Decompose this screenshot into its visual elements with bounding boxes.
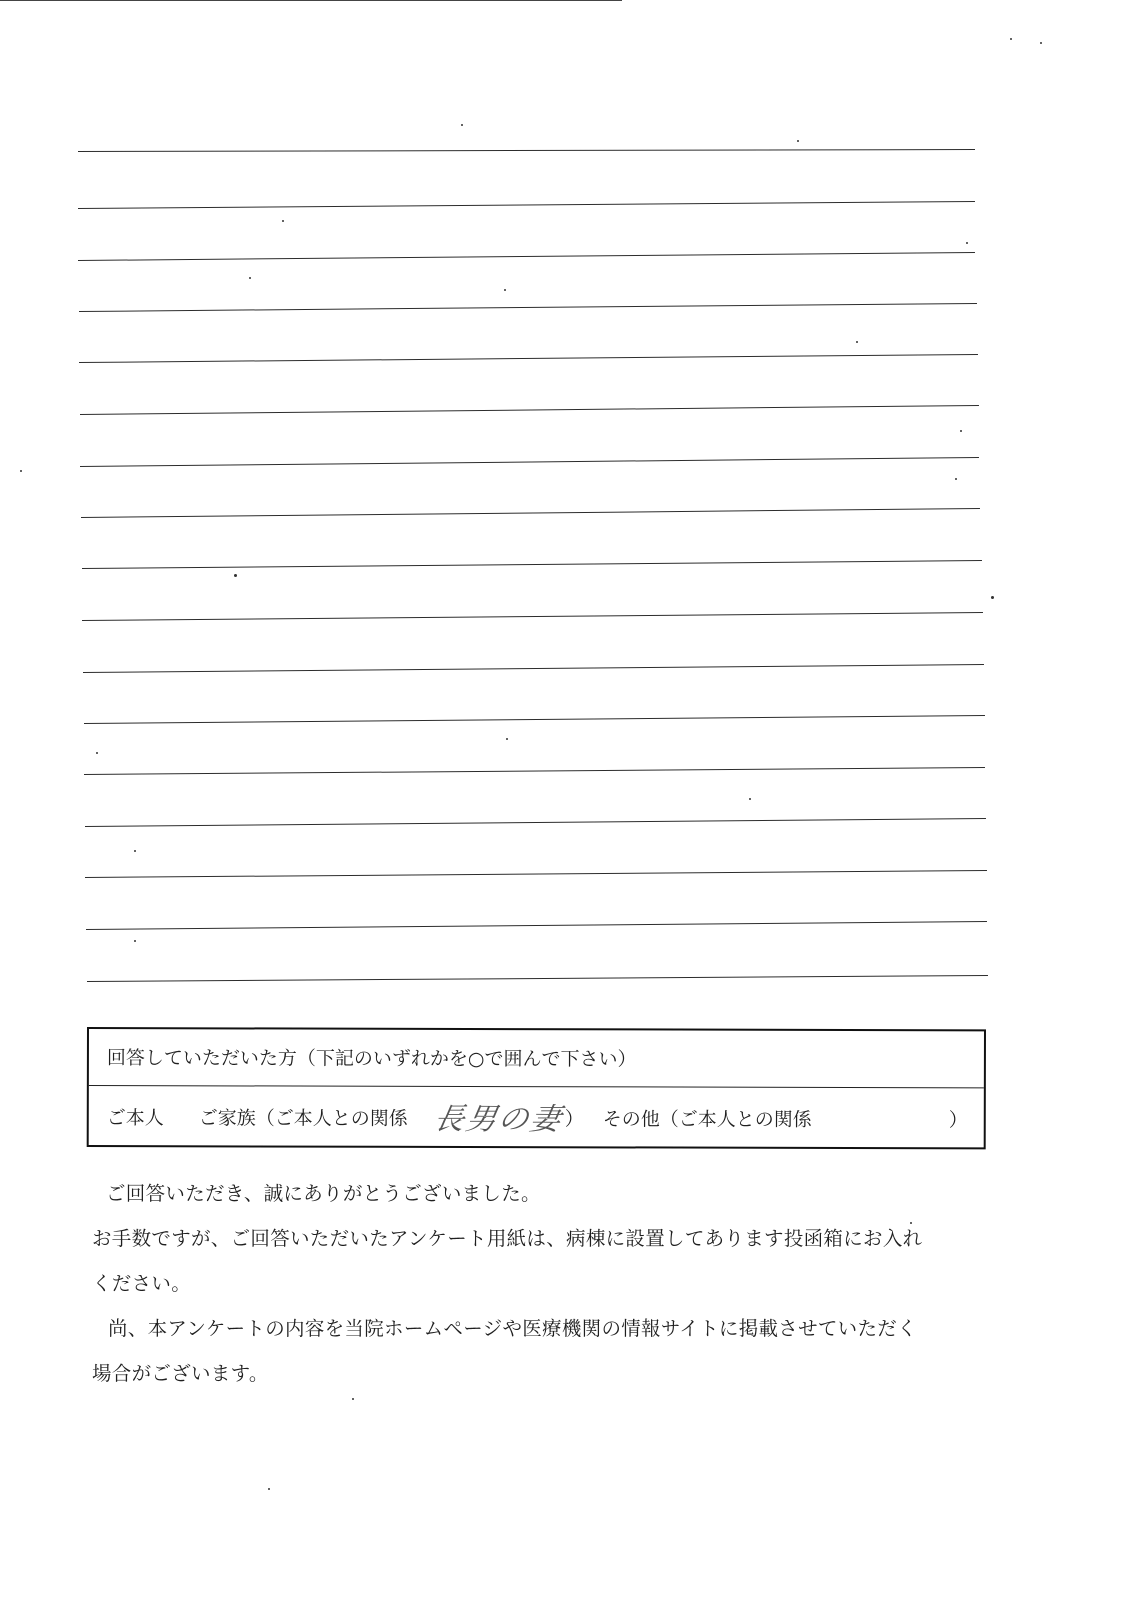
scan-speck — [352, 1398, 354, 1400]
note-instructions: お手数ですが、ご回答いただいたアンケート用紙は、病棟に設置してあります投函箱にお入れ — [92, 1227, 923, 1250]
scan-speck — [282, 220, 284, 222]
note-publication-cont: 場合がございます。 — [92, 1362, 269, 1385]
scan-speck — [960, 430, 962, 432]
scan-speck — [1010, 38, 1012, 40]
respondent-box-divider — [89, 1085, 984, 1088]
scan-speck — [749, 798, 751, 800]
option-other[interactable]: その他（ご本人との関係 — [602, 1108, 812, 1131]
scan-speck — [966, 242, 968, 244]
option-family[interactable]: ご家族（ご本人との関係 — [198, 1107, 408, 1130]
respondent-box — [87, 1027, 986, 1149]
option-other-close: ） — [948, 1109, 968, 1132]
ruled-line — [79, 354, 978, 363]
ruled-line — [87, 975, 988, 982]
scan-speck — [20, 470, 22, 472]
scan-speck — [268, 1488, 270, 1490]
scan-speck — [856, 341, 858, 343]
ruled-line — [78, 201, 975, 209]
scan-speck — [134, 850, 136, 852]
ruled-line — [85, 870, 987, 878]
ruled-line — [80, 457, 979, 467]
ruled-line — [79, 303, 977, 312]
handwritten-relationship: 長男の妻 — [431, 1101, 566, 1138]
scan-speck — [506, 738, 508, 740]
option-self[interactable]: ご本人 — [106, 1107, 164, 1130]
scan-speck — [96, 752, 98, 754]
note-instructions-cont: ください。 — [92, 1272, 192, 1295]
ruled-line — [85, 818, 986, 827]
ruled-line — [82, 612, 983, 621]
option-family-close: ） — [564, 1108, 584, 1131]
ruled-line — [78, 252, 975, 261]
note-thanks: ご回答いただき、誠にありがとうございました。 — [106, 1182, 541, 1205]
ruled-line — [78, 149, 975, 152]
scan-speck — [504, 289, 506, 291]
ruled-line — [84, 715, 985, 724]
scan-speck — [955, 478, 957, 480]
scan-speck — [461, 124, 463, 126]
note-publication: 尚、本アンケートの内容を当院ホームページや医療機関の情報サイトに掲載させていただく — [108, 1317, 917, 1340]
respondent-heading: 回答していただいた方（下記のいずれかを○で囲んで下さい） — [106, 1047, 637, 1071]
ruled-line — [81, 508, 980, 518]
scan-speck — [234, 574, 237, 577]
ruled-line — [86, 921, 987, 930]
scan-speck — [249, 277, 251, 279]
ruled-line — [80, 405, 979, 415]
scan-speck — [134, 940, 136, 942]
ruled-line — [82, 560, 982, 569]
scan-speck — [991, 596, 994, 599]
scan-speck — [797, 140, 799, 142]
ruled-line — [83, 664, 984, 673]
scan-speck — [1040, 42, 1042, 44]
ruled-line — [84, 767, 985, 775]
